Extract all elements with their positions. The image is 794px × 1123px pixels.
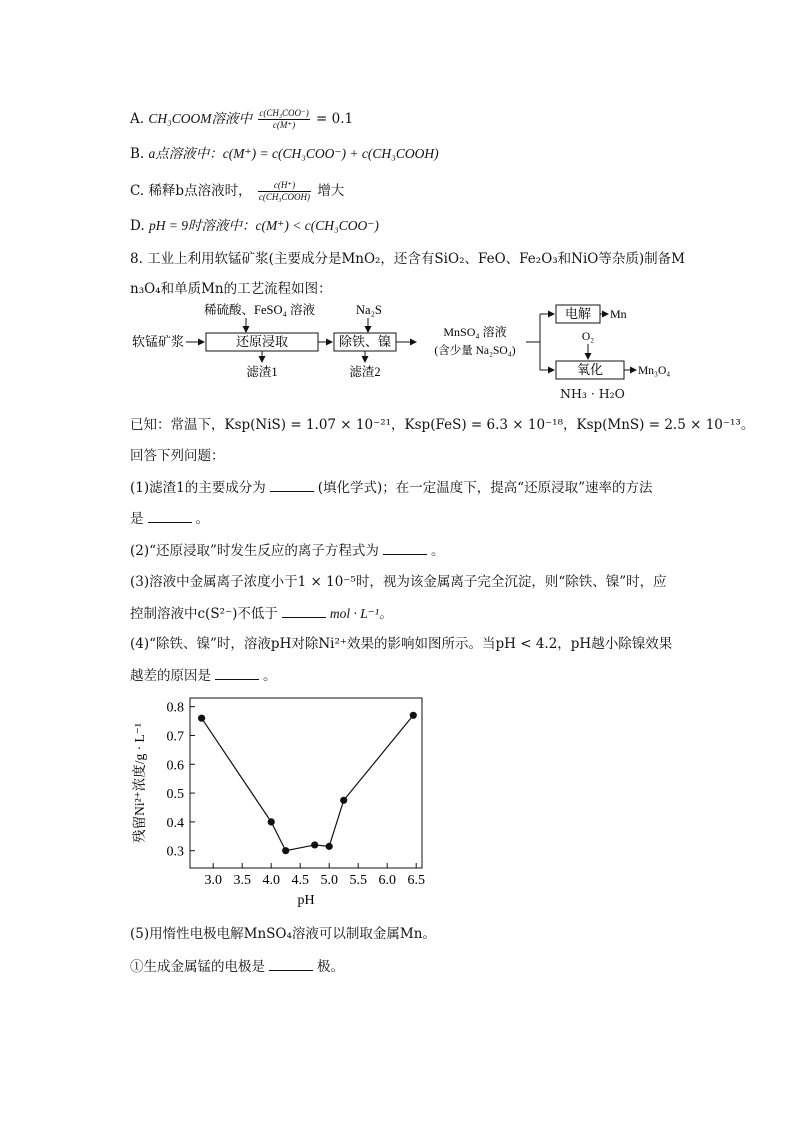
flow-box1-label: 还原浸取	[235, 334, 289, 349]
option-a-tail: = 0.1	[316, 111, 354, 127]
y-axis-label: 残留Ni²⁺浓度/g · L⁻¹	[132, 723, 147, 843]
flow-solution1: MnSO₄ 溶液	[443, 325, 507, 339]
flow-box4-label: 氧化	[576, 362, 604, 377]
option-c-denominator: c(CH₃COOH)	[258, 192, 311, 202]
option-c-label: C.	[130, 183, 145, 199]
option-a-prefix: CH₃COOM溶液中	[148, 111, 253, 126]
x-tick-label: 3.5	[233, 873, 251, 888]
flow-reagent1: 稀硫酸、FeSO₄ 溶液	[204, 303, 315, 317]
answer-prompt: 回答下列问题：	[130, 448, 225, 464]
option-d	[130, 216, 379, 236]
option-d-label: D.	[130, 218, 145, 234]
option-a-numerator: c(CH₃COO⁻)	[259, 108, 309, 118]
question-2	[130, 540, 444, 561]
option-d-text: pH = 9时溶液中：c(M⁺) < c(CH₃COO⁻)	[148, 218, 379, 233]
x-tick-label: 4.5	[291, 873, 309, 888]
flow-o2: O₂	[581, 331, 595, 343]
q3-text-b: 控制溶液中c(S²⁻)不低于	[130, 606, 278, 622]
q1-blank-2[interactable]	[148, 508, 192, 523]
y-tick-label: 0.6	[166, 758, 184, 774]
data-point	[282, 847, 289, 854]
data-points	[198, 712, 417, 855]
y-tick-label: 0.4	[166, 815, 184, 831]
q5-blank[interactable]	[269, 956, 313, 971]
option-b-text: a点溶液中：c(M⁺) = c(CH₃COO⁻) + c(CH₃COOH)	[148, 146, 439, 161]
q4-blank[interactable]	[215, 665, 259, 680]
q2-text-a: (2)“还原浸取”时发生反应的离子方程式为	[130, 543, 379, 559]
question-4: (4)“除铁、镍”时，溶液pH对除Ni²⁺效果的影响如图所示。当pH < 4.2，pH越小除镍效果	[130, 636, 673, 652]
flow-product1: Mn	[610, 307, 627, 321]
x-axis-label: pH	[297, 893, 315, 908]
y-tick-label: 0.5	[166, 787, 184, 803]
data-point	[340, 797, 347, 804]
flow-residue1: 滤渣1	[246, 365, 278, 379]
option-a	[130, 108, 353, 131]
q1-text-a: (1)滤渣1的主要成分为	[130, 480, 266, 496]
known-ksp: 已知：常温下，Ksp(NiS) = 1.07 × 10⁻²¹，Ksp(FeS) = 6.3 × 10⁻¹⁸，Ksp(MnS) = 2.5 × 10⁻¹³。	[130, 417, 755, 433]
x-tick-label: 4.0	[262, 873, 280, 888]
q1-text-c: 是	[130, 511, 144, 527]
question-4-cont	[130, 665, 277, 686]
option-b	[130, 144, 439, 164]
flow-box2-label: 除铁、镍	[338, 334, 392, 349]
series-line	[202, 715, 414, 850]
flow-solution2: (含少量 Na₂SO₄)	[434, 345, 516, 357]
option-c	[130, 180, 344, 203]
option-a-label: A.	[130, 111, 145, 127]
q5-text-c: 极。	[317, 959, 344, 975]
flow-box3-label: 电解	[564, 306, 592, 321]
question-3: (3)溶液中金属离子浓度小于1 × 10⁻⁵时，视为该金属离子完全沉淀，则“除铁、镍”时，应	[130, 574, 667, 590]
x-tick-label: 5.0	[320, 873, 338, 888]
q3-text-c: mol · L⁻¹。	[329, 606, 393, 621]
x-tick-label: 3.0	[204, 873, 222, 888]
flow-product2: Mn₃O₄	[638, 365, 671, 377]
y-tick-label: 0.8	[166, 700, 184, 716]
option-b-label: B.	[130, 146, 145, 162]
x-axis	[204, 863, 425, 888]
flow-residue2: 滤渣2	[349, 365, 381, 379]
option-c-fraction	[258, 180, 311, 203]
option-c-prefix: 稀释b点溶液时，	[148, 183, 252, 199]
data-point	[198, 715, 205, 722]
data-point	[410, 712, 417, 719]
question-1	[130, 477, 653, 498]
question-8-line1: 8. 工业上利用软锰矿浆(主要成分是MnO₂，还含有SiO₂、FeO、Fe₂O₃和NiO等杂质)制备M	[130, 251, 685, 267]
q2-text-b: 。	[430, 543, 445, 559]
flow-reagent3: NH₃ · H₂O	[560, 386, 625, 401]
q3-blank[interactable]	[282, 603, 326, 618]
data-point	[326, 843, 333, 850]
x-tick-label: 6.0	[378, 873, 396, 888]
question-3-cont	[130, 603, 392, 624]
plot-frame	[190, 698, 422, 868]
x-tick-label: 6.5	[407, 873, 425, 888]
option-c-tail: 增大	[317, 183, 345, 199]
data-point	[311, 841, 318, 848]
q5-text-b: ①生成金属锰的电极是	[130, 959, 265, 975]
q1-text-d: 。	[195, 511, 209, 527]
option-c-numerator: c(H⁺)	[258, 180, 311, 192]
y-tick-label: 0.7	[166, 729, 184, 745]
y-axis	[167, 701, 196, 860]
flow-reagent2: Na₂S	[356, 303, 382, 317]
y-tick-label: 0.3	[166, 844, 184, 860]
q4-text-b: 越差的原因是	[130, 668, 211, 684]
question-5-1	[130, 956, 344, 977]
q1-blank-1[interactable]	[270, 477, 314, 492]
q1-text-b: (填化学式)；在一定温度下，提高“还原浸取”速率的方法	[317, 480, 653, 496]
x-tick-label: 5.5	[349, 873, 367, 888]
flow-start: 软锰矿浆	[132, 334, 185, 349]
q2-blank[interactable]	[383, 540, 427, 555]
data-point	[268, 818, 275, 825]
question-8-line2: n₃O₄和单质Mn的工艺流程如图：	[130, 281, 332, 297]
ni-residual-chart	[130, 690, 430, 912]
question-5: (5)用惰性电极电解MnSO₄溶液可以制取金属Mn。	[130, 926, 436, 942]
q4-text-c: 。	[263, 668, 277, 684]
process-flow-diagram	[130, 300, 690, 384]
option-a-denominator: c(M⁺)	[272, 120, 296, 130]
question-1-cont	[130, 508, 209, 529]
option-a-fraction	[258, 108, 309, 131]
